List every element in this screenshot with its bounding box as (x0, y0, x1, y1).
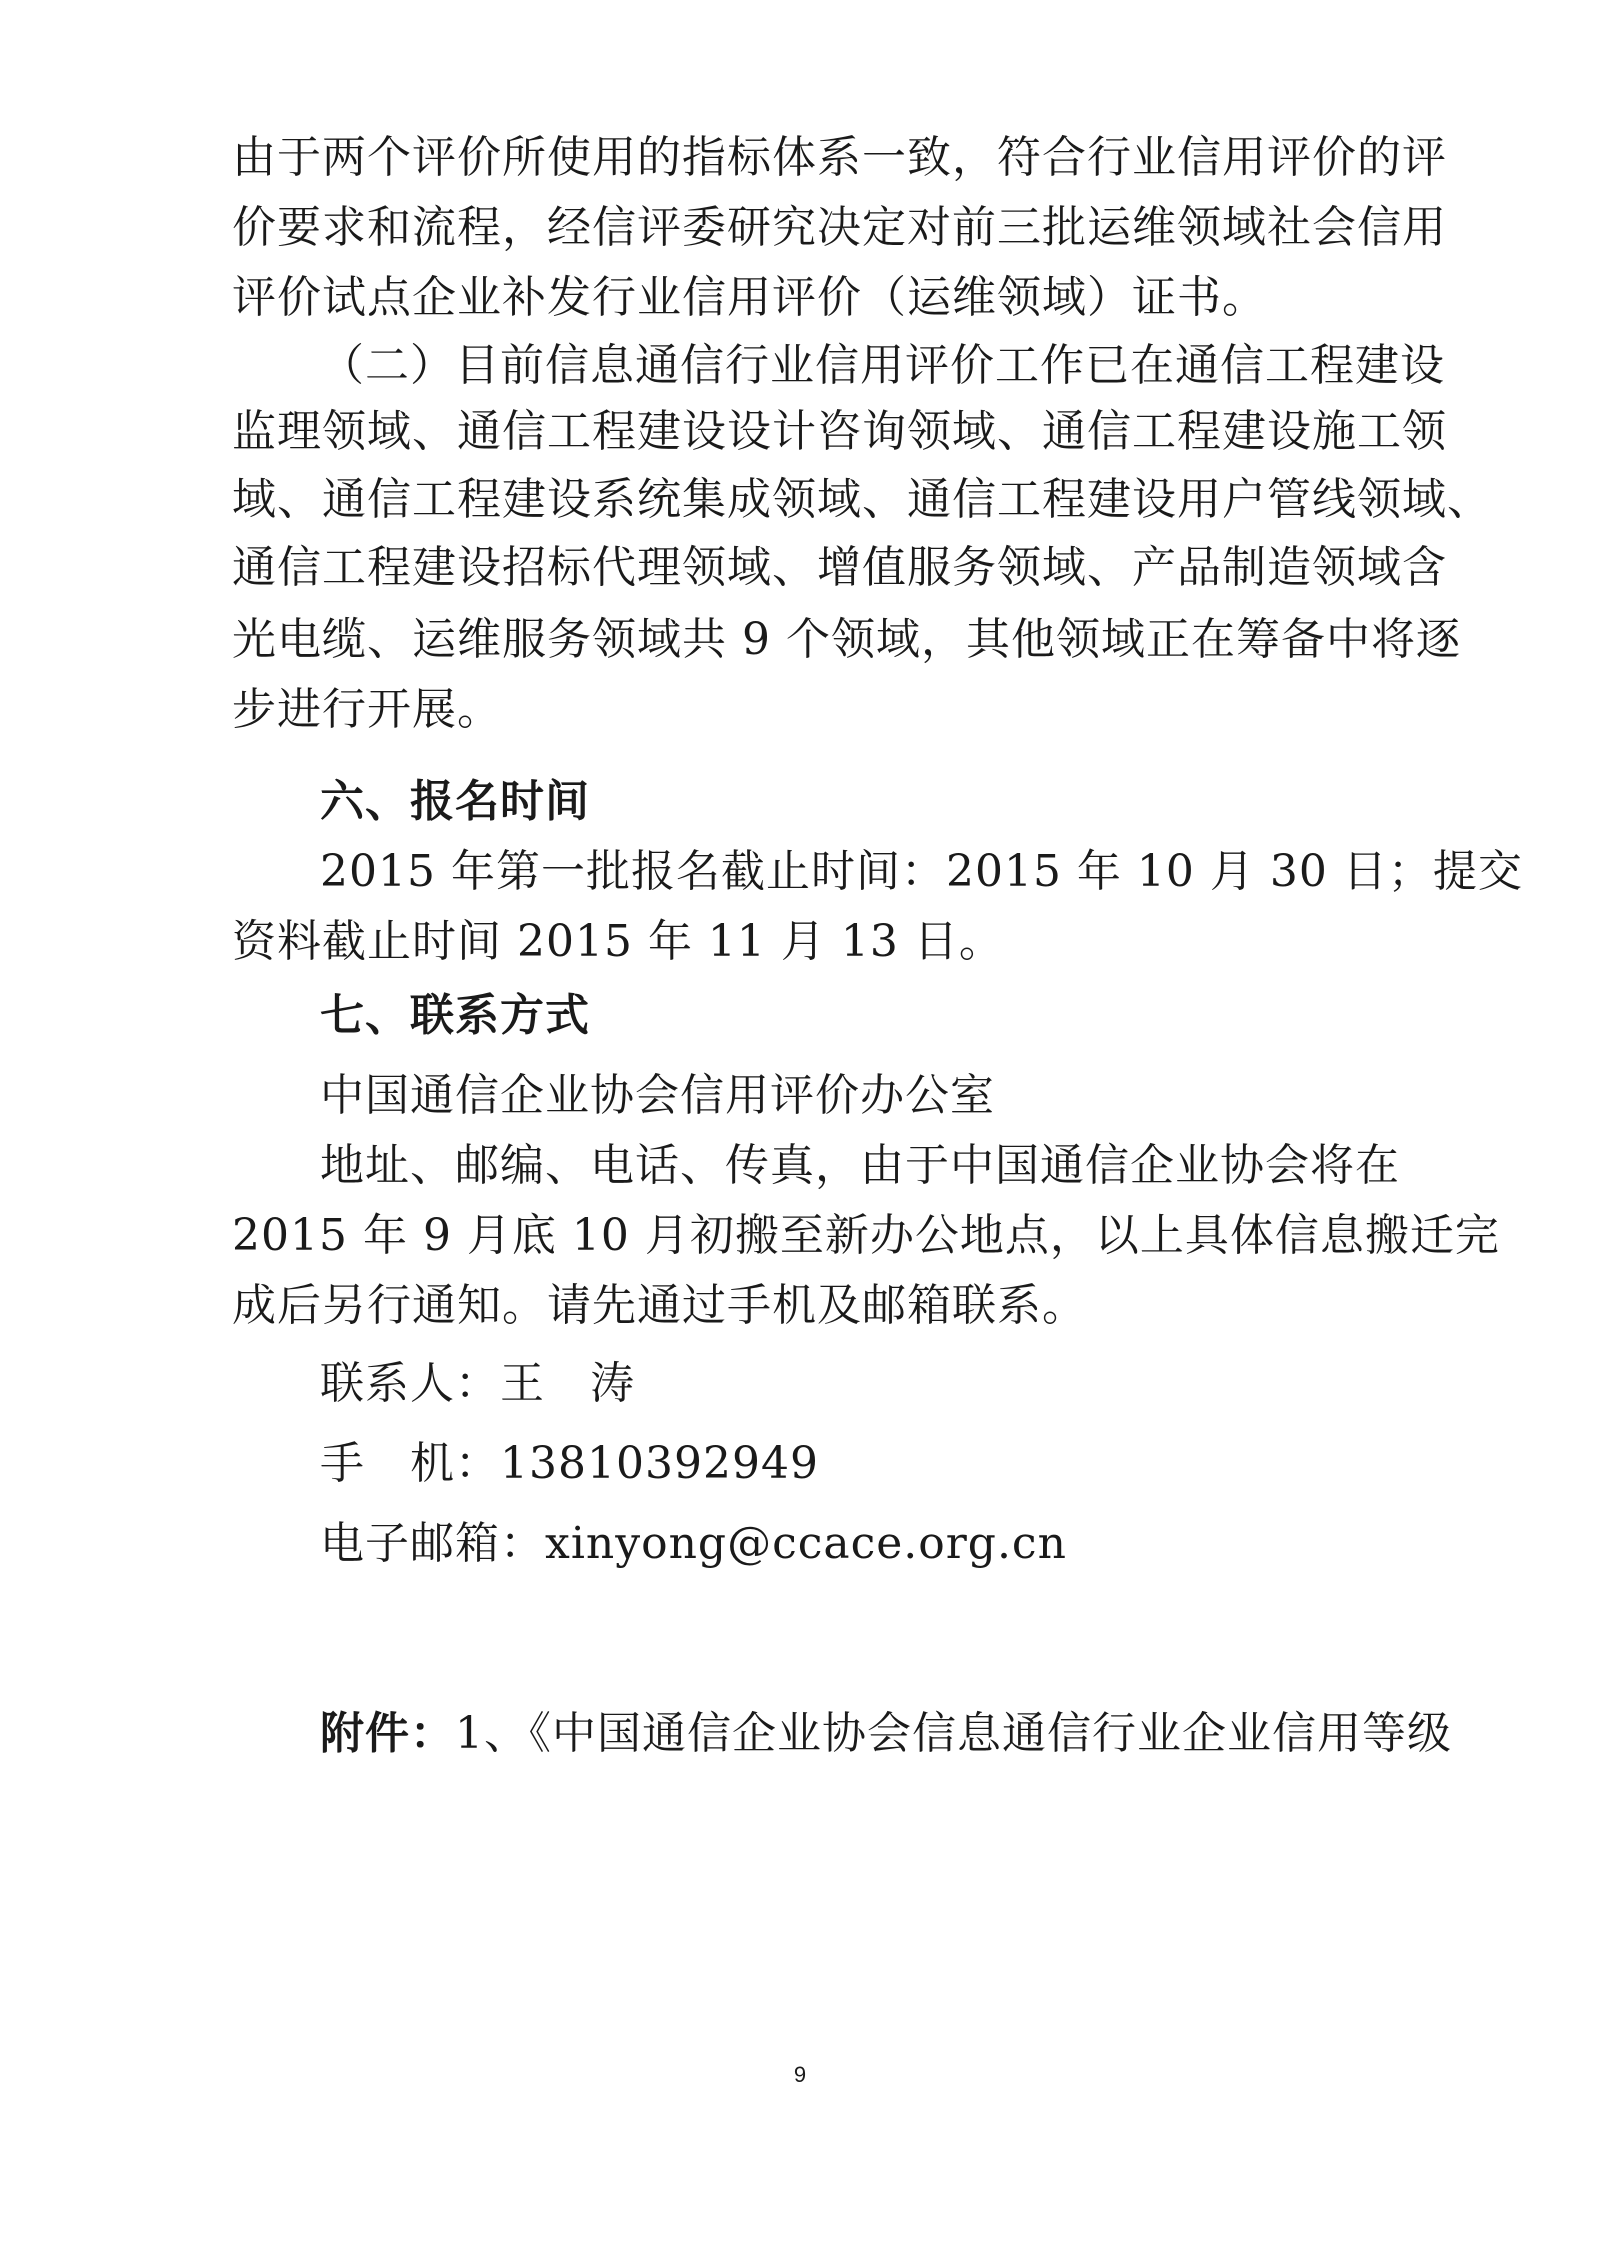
paragraph-line: 步进行开展。 (232, 684, 502, 735)
section-heading: 六、报名时间 (320, 776, 590, 827)
paragraph-line: 2015 年 9 月底 10 月初搬至新办公地点，以上具体信息搬迁完 (232, 1210, 1500, 1261)
attachment-line (320, 1704, 1452, 1764)
paragraph-line: 光电缆、运维服务领域共 9 个领域，其他领域正在筹备中将逐 (232, 614, 1461, 665)
paragraph-line: （二）目前信息通信行业信用评价工作已在通信工程建设 (320, 340, 1445, 391)
attachment-text: 1、《中国通信企业协会信息通信行业企业信用等级 (455, 1708, 1452, 1759)
paragraph-line: 成后另行通知。请先通过手机及邮箱联系。 (232, 1280, 1087, 1331)
page-number: 9 (793, 2062, 807, 2087)
paragraph-line: 监理领域、通信工程建设设计咨询领域、通信工程建设施工领 (232, 406, 1447, 457)
contact-person: 联系人：王 涛 (320, 1358, 635, 1409)
paragraph-line: 域、通信工程建设系统集成领域、通信工程建设用户管线领域、 (232, 474, 1492, 525)
mobile-number: 手 机：13810392949 (320, 1438, 819, 1489)
paragraph-line: 地址、邮编、电话、传真，由于中国通信企业协会将在 (320, 1140, 1400, 1191)
paragraph-line: 通信工程建设招标代理领域、增值服务领域、产品制造领域含 (232, 542, 1447, 593)
office-name: 中国通信企业协会信用评价办公室 (320, 1070, 995, 1121)
section-heading: 七、联系方式 (320, 990, 590, 1041)
paragraph-line: 2015 年第一批报名截止时间：2015 年 10 月 30 日；提交 (320, 846, 1523, 897)
attachment-label: 附件： (320, 1708, 455, 1759)
paragraph-line: 价要求和流程，经信评委研究决定对前三批运维领域社会信用 (232, 202, 1447, 253)
paragraph-line: 资料截止时间 2015 年 11 月 13 日。 (232, 916, 1004, 967)
paragraph-line: 由于两个评价所使用的指标体系一致，符合行业信用评价的评 (232, 132, 1447, 183)
email-address: 电子邮箱：xinyong@ccace.org.cn (320, 1518, 1067, 1569)
paragraph-line: 评价试点企业补发行业信用评价（运维领域）证书。 (232, 272, 1267, 323)
